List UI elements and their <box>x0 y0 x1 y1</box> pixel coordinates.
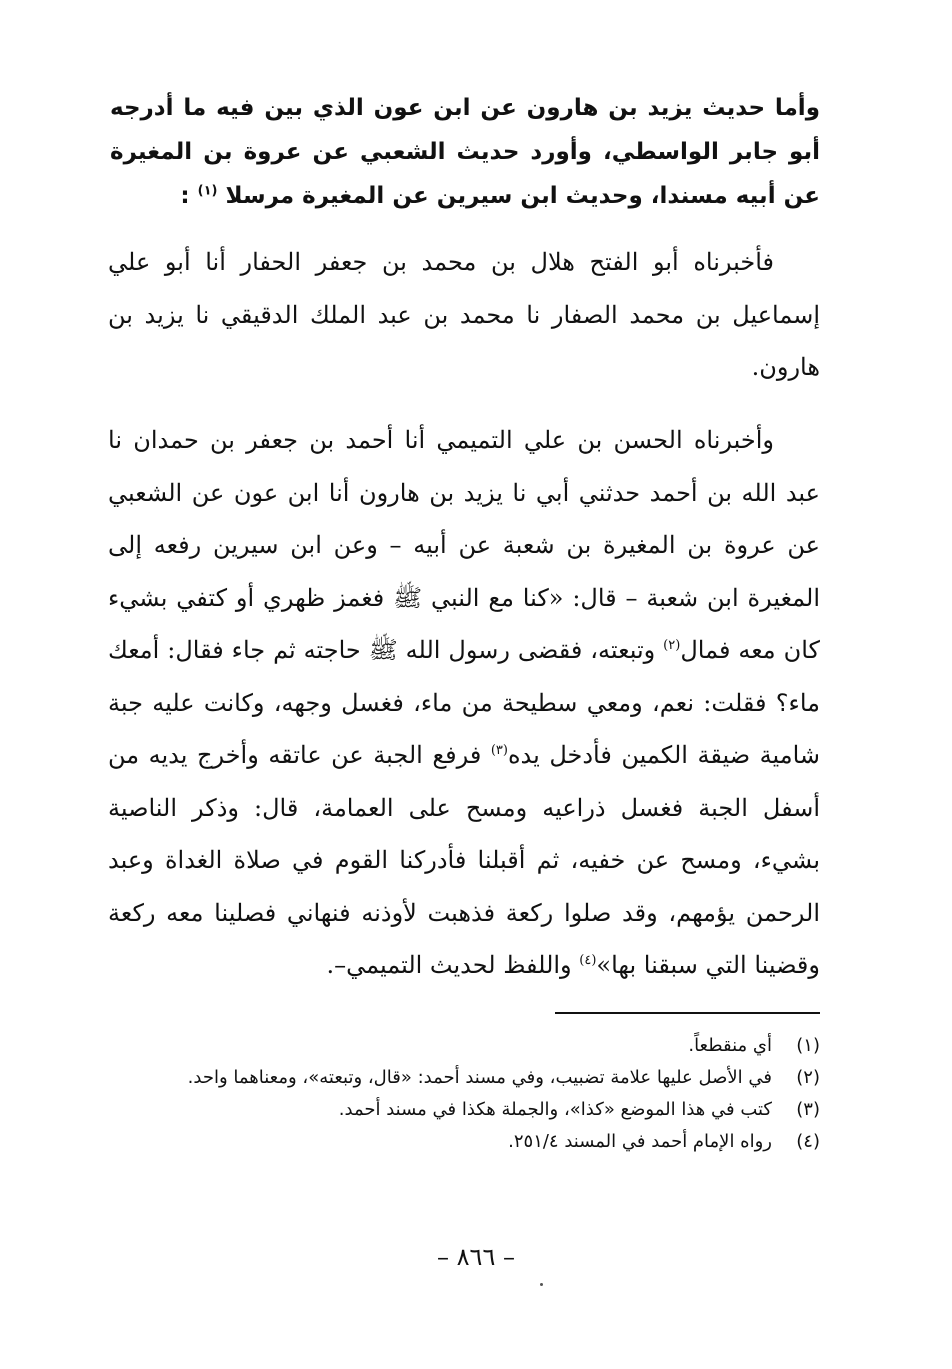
footnote-number: (٤) <box>796 1131 820 1152</box>
footnote-item <box>108 1126 820 1158</box>
footnote-number: (١) <box>796 1035 820 1056</box>
heading-paragraph <box>110 86 820 218</box>
paragraph-1 <box>108 236 820 394</box>
paragraph-2-seg-3: فرفع الجبة عن عاتقه وأخرج يديه من أسفل الجبة فغسل ذراعيه ومسح على العمامة، قال: وذكر الناصية بشيء، ومسح عن خفيه، ثم أقبلنا فأدركنا القوم في صلاة الغداة وعبد الرحمن يؤمهم، وقد صلوا ركعة فذهبت لأوذنه فنهاني فصلينا معه ركعة وقضينا التي سبقنا بها» <box>108 741 821 979</box>
footnote-item <box>108 1094 820 1126</box>
paragraph-2-seg-1: وأخبرناه الحسن بن علي التميمي أنا أحمد بن جعفر بن حمدان نا عبد الله بن أحمد حدثني أبي نا يزيد بن هارون أنا ابن عون عن الشعبي عن عروة بن المغيرة بن شعبة عن أبيه – وعن ابن سيرين رفعه إلى المغيرة ابن شعبة – قال: «كنا مع النبي ﷺ فغمز ظهري أو كتفي بشيء كان معه فمال <box>108 426 820 664</box>
footnote-ref-2: (٢) <box>663 638 681 653</box>
footnote-number: (٣) <box>796 1099 820 1120</box>
footnote-text: أي منقطعاً. <box>688 1035 772 1056</box>
page-number: – ٨٦٦ – <box>437 1243 515 1271</box>
footnote-number: (٢) <box>796 1067 820 1088</box>
footnote-text: كتب في هذا الموضع «كذا»، والجملة هكذا في مسند أحمد. <box>338 1099 772 1120</box>
scan-speck <box>540 1283 543 1286</box>
paragraph-2-seg-4: واللفظ لحديث التميمي–. <box>326 951 580 979</box>
footnote-ref-4: (٤) <box>579 953 597 968</box>
paragraph-isnad-2 <box>108 414 820 992</box>
footnote-item <box>108 1030 820 1062</box>
paragraph-2-seg-2: وتبعته، فقضى رسول الله ﷺ حاجته ثم جاء فقال: أمعك ماء؟ فقلت: نعم، ومعي سطيحة من ماء، فغسل وجهه، وكانت عليه جبة شامية ضيقة الكمين فأدخل يده <box>108 636 820 769</box>
paragraph-isnad-1 <box>108 236 820 394</box>
footnote-ref-1: (١) <box>197 183 218 199</box>
footnote-separator <box>555 1012 820 1014</box>
heading-tail: : <box>180 183 198 209</box>
heading-text: وأما حديث يزيد بن هارون عن ابن عون الذي بين فيه ما أدرجه أبو جابر الواسطي، وأورد حديث الشعبي عن عروة بن المغيرة عن أبيه مسندا، وحديث ابن سيرين عن المغيرة مرسلا <box>110 95 820 209</box>
footnote-text: في الأصل عليها علامة تضبيب، وفي مسند أحمد: «قال، وتبعته»، ومعناهما واحد. <box>187 1067 772 1088</box>
footnotes <box>108 1030 820 1158</box>
paragraph-1-text: فأخبرناه أبو الفتح هلال بن محمد بن جعفر الحفار أنا أبو علي إسماعيل بن محمد الصفار نا محمد بن عبد الملك الدقيقي نا يزيد بن هارون. <box>108 248 820 381</box>
footnote-text: رواه الإمام أحمد في المسند ٢٥١/٤. <box>508 1131 772 1152</box>
paragraph-2 <box>108 414 820 992</box>
footnote-ref-3: (٣) <box>490 743 508 758</box>
section-heading <box>110 86 820 218</box>
footnote-item <box>108 1062 820 1094</box>
